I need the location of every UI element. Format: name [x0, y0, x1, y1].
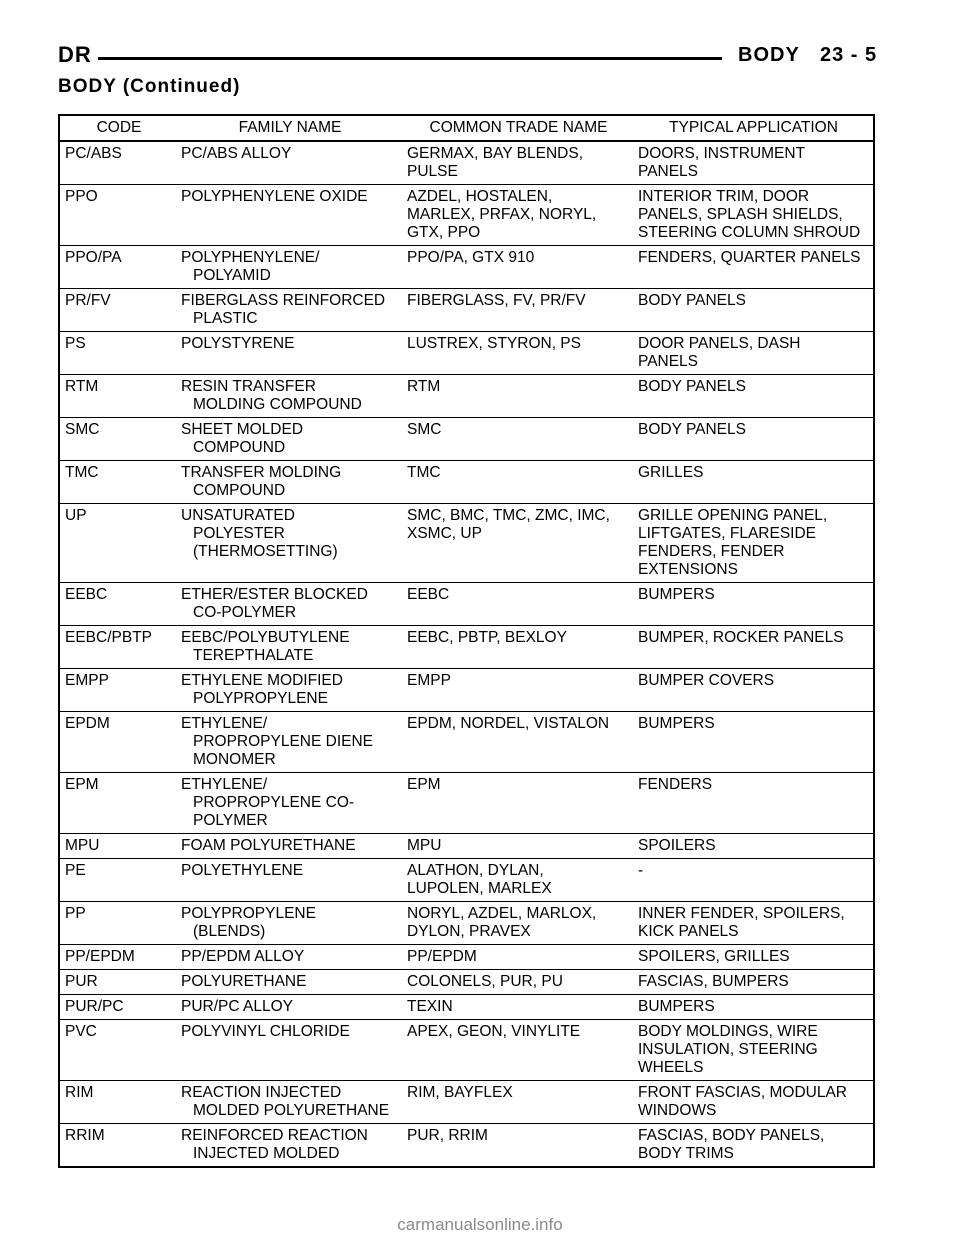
cell-family-name — [177, 712, 403, 773]
cell-code: RTM — [59, 375, 177, 418]
cell-trade-name — [403, 945, 634, 970]
cell-family-name-line: CO-POLYMER — [193, 604, 297, 621]
cell-code: PS — [59, 332, 177, 375]
cell-application-line: BUMPERS — [638, 586, 715, 603]
header-rule — [98, 57, 722, 60]
cell-trade-name-line: PP/EPDM — [407, 948, 477, 965]
cell-family-name-line: TRANSFER MOLDING — [181, 464, 342, 481]
cell-family-name-line: POLYVINYL CHLORIDE — [181, 1023, 350, 1040]
cell-application — [634, 945, 874, 970]
table-row — [59, 246, 874, 289]
table-row — [59, 773, 874, 834]
cell-application — [634, 626, 874, 669]
cell-application — [634, 970, 874, 995]
cell-family-name-line: REINFORCED REACTION — [181, 1127, 368, 1144]
cell-code: PUR — [59, 970, 177, 995]
cell-family-name — [177, 504, 403, 583]
cell-family-name — [177, 970, 403, 995]
cell-trade-name-line: EMPP — [407, 672, 451, 689]
cell-application — [634, 332, 874, 375]
cell-application-line: BUMPER, ROCKER PANELS — [638, 629, 844, 646]
cell-trade-name — [403, 583, 634, 626]
cell-trade-name-line: RIM, BAYFLEX — [407, 1084, 513, 1101]
cell-family-name — [177, 626, 403, 669]
cell-family-name-line: TEREPTHALATE — [193, 647, 314, 664]
cell-trade-name — [403, 995, 634, 1020]
cell-application-line: SPOILERS — [638, 837, 716, 854]
cell-application-line: PANELS — [638, 163, 699, 180]
cell-trade-name-line: EPDM, NORDEL, VISTALON — [407, 715, 610, 732]
cell-code: EPM — [59, 773, 177, 834]
cell-family-name — [177, 834, 403, 859]
cell-trade-name-line: TEXIN — [407, 998, 453, 1015]
cell-trade-name-line: SMC — [407, 421, 442, 438]
cell-family-name-line: ETHER/ESTER BLOCKED — [181, 586, 368, 603]
cell-code: MPU — [59, 834, 177, 859]
cell-family-name-line: ETHYLENE/ — [181, 715, 268, 732]
table-row — [59, 712, 874, 773]
cell-family-name-line: MOLDED POLYURETHANE — [193, 1102, 390, 1119]
cell-application-line: BODY PANELS — [638, 421, 746, 438]
cell-family-name-line: COMPOUND — [193, 482, 286, 499]
table-row — [59, 504, 874, 583]
cell-family-name — [177, 418, 403, 461]
cell-trade-name — [403, 418, 634, 461]
cell-family-name — [177, 583, 403, 626]
cell-trade-name-line: XSMC, UP — [407, 525, 482, 542]
cell-family-name-line: PUR/PC ALLOY — [181, 998, 293, 1015]
cell-family-name — [177, 773, 403, 834]
cell-application-line: EXTENSIONS — [638, 561, 738, 578]
cell-application-line: BUMPERS — [638, 998, 715, 1015]
cell-family-name-line: ETHYLENE/ — [181, 776, 268, 793]
cell-code: PPO/PA — [59, 246, 177, 289]
cell-family-name — [177, 461, 403, 504]
cell-application — [634, 246, 874, 289]
cell-application-line: KICK PANELS — [638, 923, 739, 940]
cell-trade-name-line: EEBC, PBTP, BEXLOY — [407, 629, 567, 646]
cell-code: PPO — [59, 185, 177, 246]
table-row — [59, 945, 874, 970]
cell-trade-name — [403, 375, 634, 418]
cell-application — [634, 1124, 874, 1168]
table-row — [59, 461, 874, 504]
cell-code: PE — [59, 859, 177, 902]
cell-trade-name — [403, 289, 634, 332]
cell-family-name-line: (THERMOSETTING) — [193, 543, 338, 560]
cell-trade-name-line: SMC, BMC, TMC, ZMC, IMC, — [407, 507, 610, 524]
cell-application — [634, 289, 874, 332]
cell-code: TMC — [59, 461, 177, 504]
cell-family-name-line: POLYAMID — [193, 267, 271, 284]
cell-trade-name-line: MARLEX, PRFAX, NORYL, — [407, 206, 597, 223]
cell-trade-name-line: EEBC — [407, 586, 450, 603]
cell-trade-name-line: APEX, GEON, VINYLITE — [407, 1023, 581, 1040]
cell-application-line: GRILLE OPENING PANEL, — [638, 507, 828, 524]
cell-family-name-line: POLYESTER — [193, 525, 285, 542]
cell-trade-name-line: NORYL, AZDEL, MARLOX, — [407, 905, 597, 922]
cell-trade-name-line: ALATHON, DYLAN, — [407, 862, 544, 879]
cell-trade-name-line: PUR, RRIM — [407, 1127, 488, 1144]
cell-trade-name-line: LUSTREX, STYRON, PS — [407, 335, 581, 352]
cell-family-name-line: RESIN TRANSFER — [181, 378, 316, 395]
cell-trade-name — [403, 1124, 634, 1168]
cell-application — [634, 995, 874, 1020]
cell-application — [634, 461, 874, 504]
cell-trade-name — [403, 712, 634, 773]
table-row — [59, 902, 874, 945]
cell-application-line: FASCIAS, BUMPERS — [638, 973, 789, 990]
cell-family-name-line: POLYMER — [193, 812, 268, 829]
cell-family-name — [177, 859, 403, 902]
cell-application — [634, 141, 874, 185]
cell-trade-name-line: MPU — [407, 837, 442, 854]
cell-application-line: BODY MOLDINGS, WIRE — [638, 1023, 818, 1040]
cell-code: UP — [59, 504, 177, 583]
table-row — [59, 859, 874, 902]
table-row — [59, 626, 874, 669]
table-row — [59, 289, 874, 332]
cell-family-name-line: ETHYLENE MODIFIED — [181, 672, 343, 689]
cell-family-name — [177, 332, 403, 375]
cell-code: PR/FV — [59, 289, 177, 332]
cell-family-name-line: POLYPHENYLENE OXIDE — [181, 188, 368, 205]
cell-family-name-line: POLYURETHANE — [181, 973, 307, 990]
cell-trade-name-line: PULSE — [407, 163, 458, 180]
cell-family-name-line: EEBC/POLYBUTYLENE — [181, 629, 350, 646]
cell-family-name-line: INJECTED MOLDED — [193, 1145, 340, 1162]
table-row — [59, 332, 874, 375]
plastics-table — [58, 114, 875, 1168]
table-row — [59, 669, 874, 712]
table-header-row — [59, 115, 874, 141]
cell-code: SMC — [59, 418, 177, 461]
cell-trade-name — [403, 970, 634, 995]
cell-family-name-line: COMPOUND — [193, 439, 286, 456]
column-header-trade-name: COMMON TRADE NAME — [403, 115, 634, 141]
cell-application-line: FENDERS — [638, 776, 713, 793]
cell-trade-name — [403, 859, 634, 902]
cell-family-name-line: FOAM POLYURETHANE — [181, 837, 356, 854]
table-row — [59, 583, 874, 626]
cell-trade-name — [403, 461, 634, 504]
cell-code: RIM — [59, 1081, 177, 1124]
column-header-code: CODE — [59, 115, 177, 141]
cell-trade-name-line: DYLON, PRAVEX — [407, 923, 531, 940]
table-row — [59, 995, 874, 1020]
cell-family-name-line: MONOMER — [193, 751, 276, 768]
cell-application — [634, 902, 874, 945]
cell-application — [634, 504, 874, 583]
cell-application — [634, 773, 874, 834]
cell-application-line: BODY PANELS — [638, 378, 746, 395]
table-row — [59, 1124, 874, 1168]
cell-family-name — [177, 902, 403, 945]
cell-family-name-line: POLYSTYRENE — [181, 335, 295, 352]
cell-application-line: BUMPERS — [638, 715, 715, 732]
cell-trade-name — [403, 504, 634, 583]
cell-application-line: INSULATION, STEERING — [638, 1041, 818, 1058]
cell-trade-name-line: LUPOLEN, MARLEX — [407, 880, 552, 897]
cell-application-line: PANELS, SPLASH SHIELDS, — [638, 206, 843, 223]
cell-application-line: DOORS, INSTRUMENT — [638, 145, 806, 162]
cell-code: EEBC/PBTP — [59, 626, 177, 669]
cell-family-name — [177, 185, 403, 246]
cell-application-line: INNER FENDER, SPOILERS, — [638, 905, 845, 922]
cell-family-name — [177, 995, 403, 1020]
cell-code: PC/ABS — [59, 141, 177, 185]
cell-family-name-line: FIBERGLASS REINFORCED — [181, 292, 386, 309]
cell-trade-name-line: EPM — [407, 776, 441, 793]
cell-application — [634, 375, 874, 418]
cell-trade-name — [403, 1020, 634, 1081]
cell-code: PP — [59, 902, 177, 945]
cell-application — [634, 1081, 874, 1124]
table-row — [59, 970, 874, 995]
cell-family-name-line: MOLDING COMPOUND — [193, 396, 362, 413]
cell-application-line: WINDOWS — [638, 1102, 717, 1119]
cell-application-line: - — [638, 862, 644, 879]
table-row — [59, 1081, 874, 1124]
cell-code: EMPP — [59, 669, 177, 712]
cell-application-line: FASCIAS, BODY PANELS, — [638, 1127, 825, 1144]
cell-trade-name — [403, 246, 634, 289]
cell-application-line: BODY TRIMS — [638, 1145, 734, 1162]
cell-code: RRIM — [59, 1124, 177, 1168]
cell-family-name-line: REACTION INJECTED — [181, 1084, 342, 1101]
cell-family-name — [177, 141, 403, 185]
header-section-title: BODY — [738, 44, 800, 66]
column-header-application: TYPICAL APPLICATION — [634, 115, 874, 141]
cell-trade-name — [403, 902, 634, 945]
cell-trade-name-line: FIBERGLASS, FV, PR/FV — [407, 292, 586, 309]
cell-application — [634, 834, 874, 859]
cell-application — [634, 418, 874, 461]
cell-family-name — [177, 1020, 403, 1081]
cell-family-name — [177, 246, 403, 289]
cell-application-line: BODY PANELS — [638, 292, 746, 309]
cell-family-name-line: UNSATURATED — [181, 507, 295, 524]
cell-family-name-line: POLYETHYLENE — [181, 862, 304, 879]
cell-family-name-line: POLYPHENYLENE/ — [181, 249, 320, 266]
cell-application — [634, 669, 874, 712]
cell-family-name-line: PROPROPYLENE DIENE — [193, 733, 374, 750]
cell-family-name — [177, 669, 403, 712]
cell-application-line: BUMPER COVERS — [638, 672, 775, 689]
cell-family-name-line: PP/EPDM ALLOY — [181, 948, 305, 965]
cell-trade-name — [403, 626, 634, 669]
cell-application-line: WHEELS — [638, 1059, 704, 1076]
table-body — [59, 141, 874, 1167]
cell-trade-name-line: AZDEL, HOSTALEN, — [407, 188, 553, 205]
cell-application — [634, 712, 874, 773]
cell-family-name — [177, 289, 403, 332]
column-header-family-name: FAMILY NAME — [177, 115, 403, 141]
cell-application — [634, 1020, 874, 1081]
cell-application-line: SPOILERS, GRILLES — [638, 948, 790, 965]
cell-trade-name — [403, 834, 634, 859]
cell-trade-name-line: RTM — [407, 378, 441, 395]
cell-trade-name — [403, 141, 634, 185]
table-row — [59, 141, 874, 185]
cell-family-name-line: PC/ABS ALLOY — [181, 145, 292, 162]
table-row — [59, 834, 874, 859]
cell-trade-name-line: GERMAX, BAY BLENDS, — [407, 145, 584, 162]
cell-family-name-line: PROPROPYLENE CO- — [193, 794, 355, 811]
cell-code: PVC — [59, 1020, 177, 1081]
cell-trade-name-line: PPO/PA, GTX 910 — [407, 249, 535, 266]
cell-family-name-line: (BLENDS) — [193, 923, 266, 940]
header-model-code: DR — [58, 42, 92, 67]
cell-code: PP/EPDM — [59, 945, 177, 970]
cell-application-line: PANELS — [638, 353, 699, 370]
cell-trade-name — [403, 185, 634, 246]
cell-application — [634, 185, 874, 246]
cell-trade-name-line: GTX, PPO — [407, 224, 481, 241]
table-row — [59, 418, 874, 461]
cell-code: EPDM — [59, 712, 177, 773]
cell-family-name-line: SHEET MOLDED — [181, 421, 304, 438]
cell-trade-name-line: COLONELS, PUR, PU — [407, 973, 563, 990]
cell-application-line: INTERIOR TRIM, DOOR — [638, 188, 810, 205]
table-row — [59, 375, 874, 418]
footer-watermark: carmanualsonline.info — [397, 1215, 563, 1234]
cell-family-name-line: PLASTIC — [193, 310, 258, 327]
cell-application-line: DOOR PANELS, DASH — [638, 335, 801, 352]
cell-family-name — [177, 375, 403, 418]
page-subtitle: BODY (Continued) — [58, 76, 241, 97]
cell-family-name — [177, 945, 403, 970]
cell-trade-name — [403, 1081, 634, 1124]
cell-trade-name — [403, 332, 634, 375]
cell-family-name-line: POLYPROPYLENE — [181, 905, 316, 922]
cell-family-name — [177, 1081, 403, 1124]
cell-code: PUR/PC — [59, 995, 177, 1020]
table-row — [59, 185, 874, 246]
cell-application-line: FENDERS, QUARTER PANELS — [638, 249, 861, 266]
cell-trade-name-line: TMC — [407, 464, 441, 481]
cell-trade-name — [403, 669, 634, 712]
cell-application-line: FENDERS, FENDER — [638, 543, 785, 560]
cell-application-line: GRILLES — [638, 464, 704, 481]
header-page-number: 23 - 5 — [820, 44, 878, 66]
cell-application-line: STEERING COLUMN SHROUD — [638, 224, 861, 241]
cell-application-line: FRONT FASCIAS, MODULAR — [638, 1084, 847, 1101]
cell-trade-name — [403, 773, 634, 834]
cell-family-name-line: POLYPROPYLENE — [193, 690, 328, 707]
cell-application — [634, 859, 874, 902]
table-row — [59, 1020, 874, 1081]
cell-application — [634, 583, 874, 626]
cell-family-name — [177, 1124, 403, 1168]
cell-application-line: LIFTGATES, FLARESIDE — [638, 525, 817, 542]
cell-code: EEBC — [59, 583, 177, 626]
